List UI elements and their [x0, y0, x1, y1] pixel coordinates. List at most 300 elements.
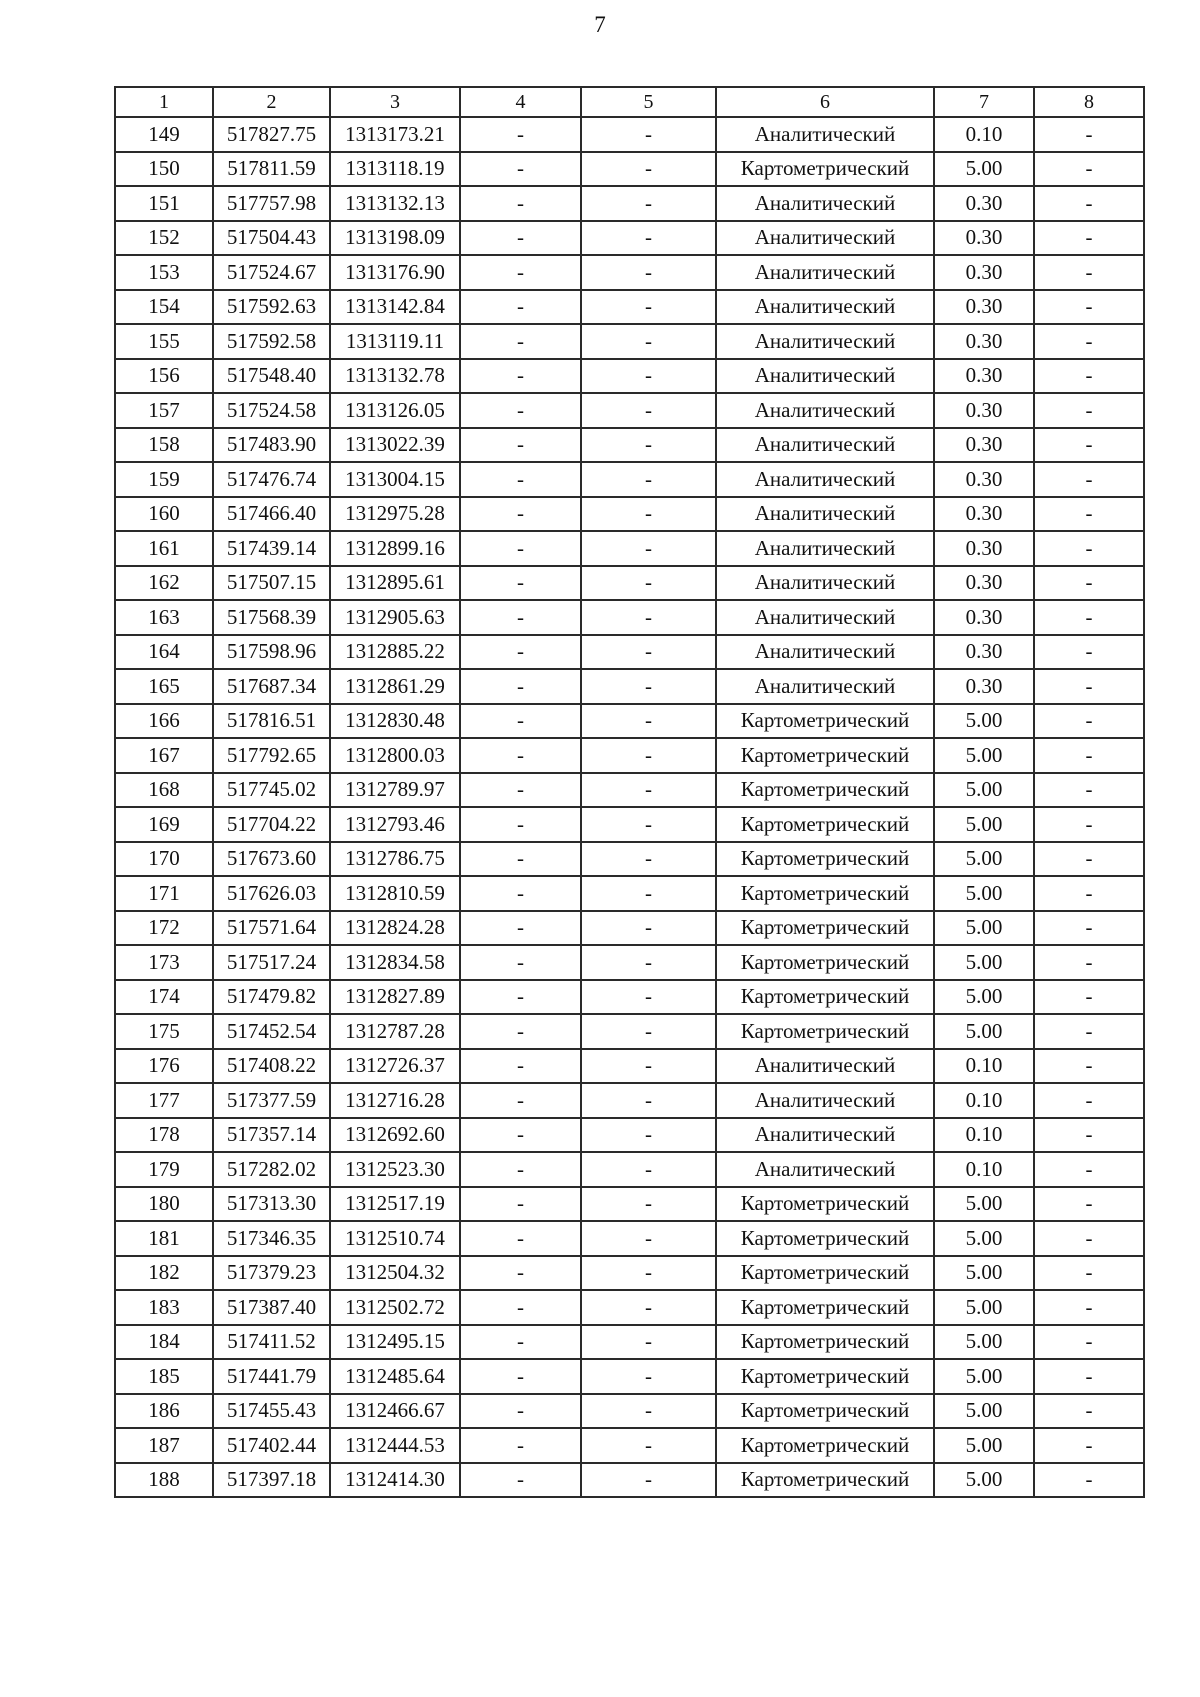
cell-col-4: - [460, 359, 581, 394]
cell-y-coordinate: 1312830.48 [330, 704, 460, 739]
cell-col-8: - [1034, 1290, 1144, 1325]
cell-method: Картометрический [716, 1394, 934, 1429]
cell-x-coordinate: 517402.44 [213, 1428, 330, 1463]
cell-col-8: - [1034, 945, 1144, 980]
cell-accuracy: 5.00 [934, 876, 1034, 911]
cell-accuracy: 0.30 [934, 324, 1034, 359]
cell-method: Картометрический [716, 738, 934, 773]
cell-col-5: - [581, 876, 716, 911]
table-row [115, 497, 1144, 532]
cell-col-8: - [1034, 1083, 1144, 1118]
cell-col-4: - [460, 980, 581, 1015]
cell-accuracy: 5.00 [934, 1394, 1034, 1429]
cell-x-coordinate: 517568.39 [213, 600, 330, 635]
page-number: 7 [594, 12, 606, 37]
cell-point-number: 162 [115, 566, 213, 601]
cell-method: Аналитический [716, 324, 934, 359]
table-row [115, 911, 1144, 946]
cell-col-5: - [581, 255, 716, 290]
cell-accuracy: 0.10 [934, 1049, 1034, 1084]
cell-point-number: 187 [115, 1428, 213, 1463]
table-row [115, 1221, 1144, 1256]
table-row [115, 1187, 1144, 1222]
cell-accuracy: 0.30 [934, 255, 1034, 290]
cell-col-4: - [460, 1083, 581, 1118]
cell-x-coordinate: 517452.54 [213, 1014, 330, 1049]
cell-accuracy: 5.00 [934, 1428, 1034, 1463]
cell-accuracy: 0.30 [934, 497, 1034, 532]
cell-col-4: - [460, 1118, 581, 1153]
cell-col-8: - [1034, 152, 1144, 187]
table-row [115, 1463, 1144, 1498]
cell-point-number: 163 [115, 600, 213, 635]
cell-point-number: 184 [115, 1325, 213, 1360]
cell-col-5: - [581, 359, 716, 394]
cell-accuracy: 5.00 [934, 1221, 1034, 1256]
cell-y-coordinate: 1312523.30 [330, 1152, 460, 1187]
cell-y-coordinate: 1312517.19 [330, 1187, 460, 1222]
cell-col-4: - [460, 290, 581, 325]
cell-y-coordinate: 1313022.39 [330, 428, 460, 463]
cell-x-coordinate: 517483.90 [213, 428, 330, 463]
cell-col-8: - [1034, 704, 1144, 739]
table-row [115, 462, 1144, 497]
cell-accuracy: 0.30 [934, 566, 1034, 601]
cell-y-coordinate: 1313132.13 [330, 186, 460, 221]
cell-y-coordinate: 1312827.89 [330, 980, 460, 1015]
cell-col-5: - [581, 669, 716, 704]
cell-accuracy: 0.30 [934, 290, 1034, 325]
cell-point-number: 167 [115, 738, 213, 773]
table-row [115, 807, 1144, 842]
cell-col-4: - [460, 669, 581, 704]
cell-y-coordinate: 1312895.61 [330, 566, 460, 601]
cell-accuracy: 0.30 [934, 531, 1034, 566]
table-row [115, 255, 1144, 290]
table-row [115, 1325, 1144, 1360]
cell-col-8: - [1034, 980, 1144, 1015]
cell-accuracy: 5.00 [934, 738, 1034, 773]
cell-y-coordinate: 1312444.53 [330, 1428, 460, 1463]
cell-col-5: - [581, 428, 716, 463]
cell-col-5: - [581, 186, 716, 221]
cell-x-coordinate: 517346.35 [213, 1221, 330, 1256]
cell-x-coordinate: 517357.14 [213, 1118, 330, 1153]
cell-col-8: - [1034, 635, 1144, 670]
cell-col-4: - [460, 1359, 581, 1394]
cell-col-8: - [1034, 1463, 1144, 1498]
cell-method: Картометрический [716, 1359, 934, 1394]
cell-col-8: - [1034, 1221, 1144, 1256]
table-row [115, 221, 1144, 256]
cell-accuracy: 5.00 [934, 980, 1034, 1015]
cell-accuracy: 0.30 [934, 600, 1034, 635]
cell-method: Картометрический [716, 911, 934, 946]
cell-method: Картометрический [716, 842, 934, 877]
cell-col-8: - [1034, 290, 1144, 325]
cell-y-coordinate: 1313142.84 [330, 290, 460, 325]
cell-method: Картометрический [716, 876, 934, 911]
table-row [115, 1083, 1144, 1118]
cell-y-coordinate: 1312495.15 [330, 1325, 460, 1360]
column-header-7: 7 [934, 87, 1034, 117]
column-header-8: 8 [1034, 87, 1144, 117]
cell-col-8: - [1034, 876, 1144, 911]
cell-col-5: - [581, 1359, 716, 1394]
cell-col-8: - [1034, 566, 1144, 601]
cell-method: Аналитический [716, 1049, 934, 1084]
table-row [115, 635, 1144, 670]
cell-col-4: - [460, 566, 581, 601]
cell-x-coordinate: 517517.24 [213, 945, 330, 980]
table-row [115, 980, 1144, 1015]
cell-y-coordinate: 1313176.90 [330, 255, 460, 290]
cell-method: Картометрический [716, 945, 934, 980]
cell-x-coordinate: 517524.58 [213, 393, 330, 428]
cell-col-4: - [460, 842, 581, 877]
cell-y-coordinate: 1312834.58 [330, 945, 460, 980]
cell-col-4: - [460, 462, 581, 497]
cell-x-coordinate: 517439.14 [213, 531, 330, 566]
cell-col-8: - [1034, 531, 1144, 566]
cell-x-coordinate: 517816.51 [213, 704, 330, 739]
cell-method: Аналитический [716, 462, 934, 497]
cell-method: Аналитический [716, 600, 934, 635]
table-row [115, 1152, 1144, 1187]
cell-col-4: - [460, 1187, 581, 1222]
cell-method: Картометрический [716, 1014, 934, 1049]
cell-point-number: 186 [115, 1394, 213, 1429]
cell-col-4: - [460, 393, 581, 428]
cell-col-5: - [581, 566, 716, 601]
cell-col-4: - [460, 945, 581, 980]
cell-point-number: 175 [115, 1014, 213, 1049]
cell-x-coordinate: 517408.22 [213, 1049, 330, 1084]
cell-col-4: - [460, 773, 581, 808]
cell-x-coordinate: 517811.59 [213, 152, 330, 187]
cell-col-4: - [460, 1463, 581, 1498]
cell-accuracy: 0.30 [934, 462, 1034, 497]
cell-method: Аналитический [716, 566, 934, 601]
cell-y-coordinate: 1312810.59 [330, 876, 460, 911]
cell-point-number: 177 [115, 1083, 213, 1118]
table-row [115, 1428, 1144, 1463]
cell-col-5: - [581, 1256, 716, 1291]
cell-method: Картометрический [716, 773, 934, 808]
cell-method: Аналитический [716, 117, 934, 152]
cell-accuracy: 0.30 [934, 221, 1034, 256]
cell-x-coordinate: 517592.63 [213, 290, 330, 325]
cell-col-4: - [460, 1394, 581, 1429]
cell-col-5: - [581, 531, 716, 566]
cell-col-8: - [1034, 842, 1144, 877]
cell-col-8: - [1034, 1014, 1144, 1049]
cell-col-5: - [581, 462, 716, 497]
cell-col-4: - [460, 221, 581, 256]
table-row [115, 531, 1144, 566]
cell-y-coordinate: 1312793.46 [330, 807, 460, 842]
cell-col-5: - [581, 1049, 716, 1084]
cell-point-number: 156 [115, 359, 213, 394]
cell-col-4: - [460, 600, 581, 635]
cell-accuracy: 0.30 [934, 186, 1034, 221]
cell-col-5: - [581, 324, 716, 359]
cell-y-coordinate: 1312504.32 [330, 1256, 460, 1291]
cell-col-4: - [460, 255, 581, 290]
cell-x-coordinate: 517524.67 [213, 255, 330, 290]
cell-y-coordinate: 1313118.19 [330, 152, 460, 187]
cell-point-number: 154 [115, 290, 213, 325]
table-row [115, 1049, 1144, 1084]
cell-y-coordinate: 1312485.64 [330, 1359, 460, 1394]
cell-y-coordinate: 1312466.67 [330, 1394, 460, 1429]
cell-y-coordinate: 1312786.75 [330, 842, 460, 877]
cell-col-4: - [460, 531, 581, 566]
cell-point-number: 168 [115, 773, 213, 808]
cell-y-coordinate: 1313119.11 [330, 324, 460, 359]
cell-y-coordinate: 1312787.28 [330, 1014, 460, 1049]
cell-y-coordinate: 1312414.30 [330, 1463, 460, 1498]
cell-col-4: - [460, 1152, 581, 1187]
cell-point-number: 181 [115, 1221, 213, 1256]
table-row [115, 1014, 1144, 1049]
cell-x-coordinate: 517377.59 [213, 1083, 330, 1118]
cell-col-8: - [1034, 1152, 1144, 1187]
cell-method: Картометрический [716, 1256, 934, 1291]
cell-point-number: 178 [115, 1118, 213, 1153]
cell-col-5: - [581, 1083, 716, 1118]
cell-x-coordinate: 517745.02 [213, 773, 330, 808]
table-row [115, 324, 1144, 359]
cell-y-coordinate: 1313198.09 [330, 221, 460, 256]
cell-accuracy: 5.00 [934, 1463, 1034, 1498]
table-row [115, 152, 1144, 187]
cell-method: Картометрический [716, 980, 934, 1015]
cell-method: Аналитический [716, 531, 934, 566]
cell-x-coordinate: 517504.43 [213, 221, 330, 256]
cell-col-5: - [581, 738, 716, 773]
cell-col-5: - [581, 807, 716, 842]
cell-point-number: 153 [115, 255, 213, 290]
cell-col-4: - [460, 117, 581, 152]
cell-x-coordinate: 517704.22 [213, 807, 330, 842]
cell-point-number: 164 [115, 635, 213, 670]
table-row [115, 1256, 1144, 1291]
cell-accuracy: 5.00 [934, 1256, 1034, 1291]
cell-col-5: - [581, 1394, 716, 1429]
cell-col-4: - [460, 1221, 581, 1256]
cell-x-coordinate: 517282.02 [213, 1152, 330, 1187]
cell-x-coordinate: 517507.15 [213, 566, 330, 601]
table-row [115, 566, 1144, 601]
table-body [115, 117, 1144, 1497]
table-header-row [115, 87, 1144, 117]
cell-col-4: - [460, 186, 581, 221]
cell-method: Аналитический [716, 669, 934, 704]
coordinates-table [114, 86, 1145, 1498]
cell-x-coordinate: 517673.60 [213, 842, 330, 877]
cell-accuracy: 0.30 [934, 669, 1034, 704]
cell-method: Картометрический [716, 152, 934, 187]
cell-col-5: - [581, 1221, 716, 1256]
cell-method: Аналитический [716, 221, 934, 256]
cell-x-coordinate: 517313.30 [213, 1187, 330, 1222]
cell-x-coordinate: 517466.40 [213, 497, 330, 532]
cell-method: Аналитический [716, 428, 934, 463]
cell-col-8: - [1034, 669, 1144, 704]
cell-point-number: 160 [115, 497, 213, 532]
cell-method: Картометрический [716, 1325, 934, 1360]
cell-accuracy: 5.00 [934, 152, 1034, 187]
cell-point-number: 166 [115, 704, 213, 739]
cell-col-5: - [581, 600, 716, 635]
cell-col-5: - [581, 704, 716, 739]
cell-point-number: 183 [115, 1290, 213, 1325]
cell-y-coordinate: 1312905.63 [330, 600, 460, 635]
table-row [115, 738, 1144, 773]
cell-point-number: 165 [115, 669, 213, 704]
cell-col-5: - [581, 1187, 716, 1222]
cell-point-number: 158 [115, 428, 213, 463]
cell-point-number: 155 [115, 324, 213, 359]
cell-col-4: - [460, 1428, 581, 1463]
cell-point-number: 188 [115, 1463, 213, 1498]
cell-col-5: - [581, 1290, 716, 1325]
cell-col-4: - [460, 1290, 581, 1325]
cell-col-8: - [1034, 773, 1144, 808]
cell-col-4: - [460, 911, 581, 946]
cell-col-8: - [1034, 221, 1144, 256]
cell-y-coordinate: 1312726.37 [330, 1049, 460, 1084]
cell-x-coordinate: 517397.18 [213, 1463, 330, 1498]
cell-method: Аналитический [716, 393, 934, 428]
cell-method: Аналитический [716, 186, 934, 221]
table-row [115, 1118, 1144, 1153]
cell-point-number: 176 [115, 1049, 213, 1084]
cell-x-coordinate: 517548.40 [213, 359, 330, 394]
cell-point-number: 179 [115, 1152, 213, 1187]
cell-col-8: - [1034, 117, 1144, 152]
cell-col-5: - [581, 773, 716, 808]
cell-col-4: - [460, 1256, 581, 1291]
cell-col-5: - [581, 1014, 716, 1049]
cell-y-coordinate: 1312789.97 [330, 773, 460, 808]
cell-col-5: - [581, 1118, 716, 1153]
cell-x-coordinate: 517411.52 [213, 1325, 330, 1360]
cell-y-coordinate: 1312502.72 [330, 1290, 460, 1325]
cell-col-4: - [460, 738, 581, 773]
cell-col-8: - [1034, 1359, 1144, 1394]
cell-x-coordinate: 517592.58 [213, 324, 330, 359]
cell-accuracy: 0.10 [934, 117, 1034, 152]
cell-y-coordinate: 1312885.22 [330, 635, 460, 670]
cell-accuracy: 5.00 [934, 1014, 1034, 1049]
cell-accuracy: 0.30 [934, 635, 1034, 670]
cell-x-coordinate: 517792.65 [213, 738, 330, 773]
cell-method: Аналитический [716, 635, 934, 670]
cell-col-8: - [1034, 186, 1144, 221]
cell-accuracy: 5.00 [934, 1325, 1034, 1360]
cell-method: Аналитический [716, 497, 934, 532]
cell-y-coordinate: 1313004.15 [330, 462, 460, 497]
column-header-2: 2 [213, 87, 330, 117]
cell-accuracy: 0.10 [934, 1083, 1034, 1118]
table-row [115, 704, 1144, 739]
cell-col-8: - [1034, 255, 1144, 290]
column-header-1: 1 [115, 87, 213, 117]
cell-col-5: - [581, 1463, 716, 1498]
table-row [115, 600, 1144, 635]
cell-col-5: - [581, 221, 716, 256]
table-row [115, 1290, 1144, 1325]
cell-col-5: - [581, 1428, 716, 1463]
cell-method: Картометрический [716, 1290, 934, 1325]
cell-col-8: - [1034, 359, 1144, 394]
cell-col-5: - [581, 911, 716, 946]
cell-col-5: - [581, 1325, 716, 1360]
cell-accuracy: 5.00 [934, 807, 1034, 842]
cell-col-5: - [581, 152, 716, 187]
cell-accuracy: 5.00 [934, 704, 1034, 739]
cell-point-number: 149 [115, 117, 213, 152]
cell-method: Аналитический [716, 290, 934, 325]
table-row [115, 393, 1144, 428]
cell-point-number: 157 [115, 393, 213, 428]
cell-accuracy: 5.00 [934, 1359, 1034, 1394]
cell-method: Аналитический [716, 255, 934, 290]
cell-col-4: - [460, 1325, 581, 1360]
cell-col-8: - [1034, 1325, 1144, 1360]
cell-point-number: 169 [115, 807, 213, 842]
cell-x-coordinate: 517476.74 [213, 462, 330, 497]
cell-col-4: - [460, 1014, 581, 1049]
cell-y-coordinate: 1312510.74 [330, 1221, 460, 1256]
cell-y-coordinate: 1313126.05 [330, 393, 460, 428]
table-row [115, 876, 1144, 911]
cell-col-8: - [1034, 1394, 1144, 1429]
cell-x-coordinate: 517455.43 [213, 1394, 330, 1429]
cell-col-5: - [581, 635, 716, 670]
cell-method: Картометрический [716, 807, 934, 842]
table-row [115, 669, 1144, 704]
cell-x-coordinate: 517757.98 [213, 186, 330, 221]
cell-point-number: 171 [115, 876, 213, 911]
cell-y-coordinate: 1312800.03 [330, 738, 460, 773]
cell-method: Аналитический [716, 1152, 934, 1187]
cell-col-8: - [1034, 497, 1144, 532]
cell-point-number: 170 [115, 842, 213, 877]
table-row [115, 359, 1144, 394]
cell-accuracy: 0.10 [934, 1152, 1034, 1187]
table-row [115, 428, 1144, 463]
cell-col-8: - [1034, 1187, 1144, 1222]
column-header-6: 6 [716, 87, 934, 117]
cell-accuracy: 5.00 [934, 842, 1034, 877]
cell-col-4: - [460, 807, 581, 842]
cell-col-4: - [460, 324, 581, 359]
cell-col-4: - [460, 1049, 581, 1084]
cell-y-coordinate: 1312861.29 [330, 669, 460, 704]
cell-x-coordinate: 517687.34 [213, 669, 330, 704]
table-row [115, 773, 1144, 808]
cell-point-number: 159 [115, 462, 213, 497]
cell-point-number: 173 [115, 945, 213, 980]
table-row [115, 945, 1144, 980]
cell-accuracy: 5.00 [934, 911, 1034, 946]
cell-col-4: - [460, 428, 581, 463]
cell-col-5: - [581, 117, 716, 152]
cell-x-coordinate: 517441.79 [213, 1359, 330, 1394]
